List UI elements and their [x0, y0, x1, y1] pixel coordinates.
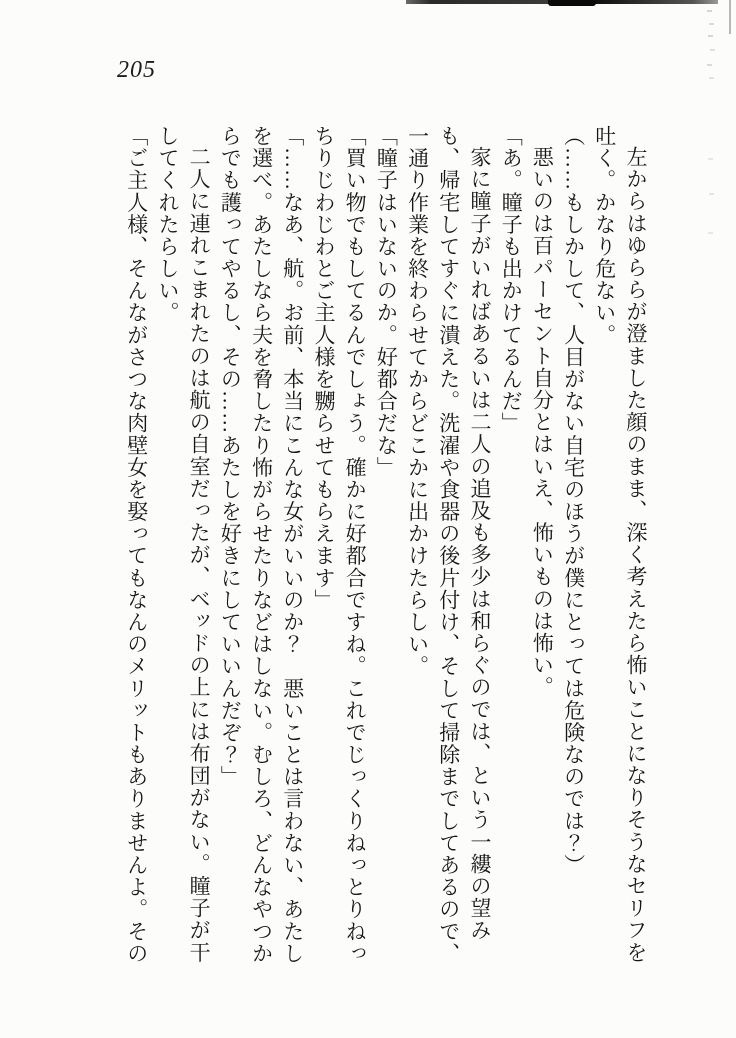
scan-artifact-right-edge-line [729, 0, 731, 34]
scan-artifact-ink-blob [548, 0, 596, 6]
paragraph-10: 「ご主人様、そんながさつな肉壁女を娶ってもなんのメリットもありませんよ。その [124, 125, 149, 965]
paragraph-6: 「瞳子はいないのか。好都合だな」 [374, 125, 399, 479]
paragraph-7: 「買い物でもしてるんでしょう。確かに好都合ですね。これでじっくりねっとりねっちりじわじわとご主人様を嬲らせてもらえます」 [311, 125, 368, 965]
paragraph-5: 家に瞳子がいればあるいは二人の追及も多少は和らぐのでは、という一縷の望みも、帰宅してすぐに潰えた。洗濯や食器の後片付け、そして掃除までしてあるので、一通り作業を終わらせてからどこかに出かけたらしい。 [405, 125, 492, 965]
page-number: 205 [117, 57, 156, 83]
paragraph-9: 二人に連れこまれたのは航の自室だったが、ベッドの上には布団がない。瞳子が干してくれたらしい。 [155, 125, 212, 964]
novel-text-block [121, 125, 651, 970]
paragraph-4: 「あ。瞳子も出かけてるんだ」 [499, 125, 524, 435]
paragraph-2: （……もしかして、人目がない自宅のほうが僕にとっては危険なのでは？） [561, 125, 586, 877]
paragraph-8: 「……なあ、航。お前、本当にこんな女がいいのか？ 悪いことは言わない、あたしを選べ。あたしなら夫を脅したり怖がらせたりなどはしない。むしろ、どんなやつからでも護ってやるし、その……あたしを好きにしていいんだぞ？」 [218, 125, 305, 965]
scan-artifact-specks [707, 10, 712, 12]
paragraph-1: 左からはゆららが澄ました顔のまま、深く考えたら怖いことになりそうなセリフを吐く。かなり危ない。 [592, 125, 648, 964]
paragraph-3: 悪いのは百パーセント自分とはいえ、怖いものは怖い。 [530, 146, 555, 699]
